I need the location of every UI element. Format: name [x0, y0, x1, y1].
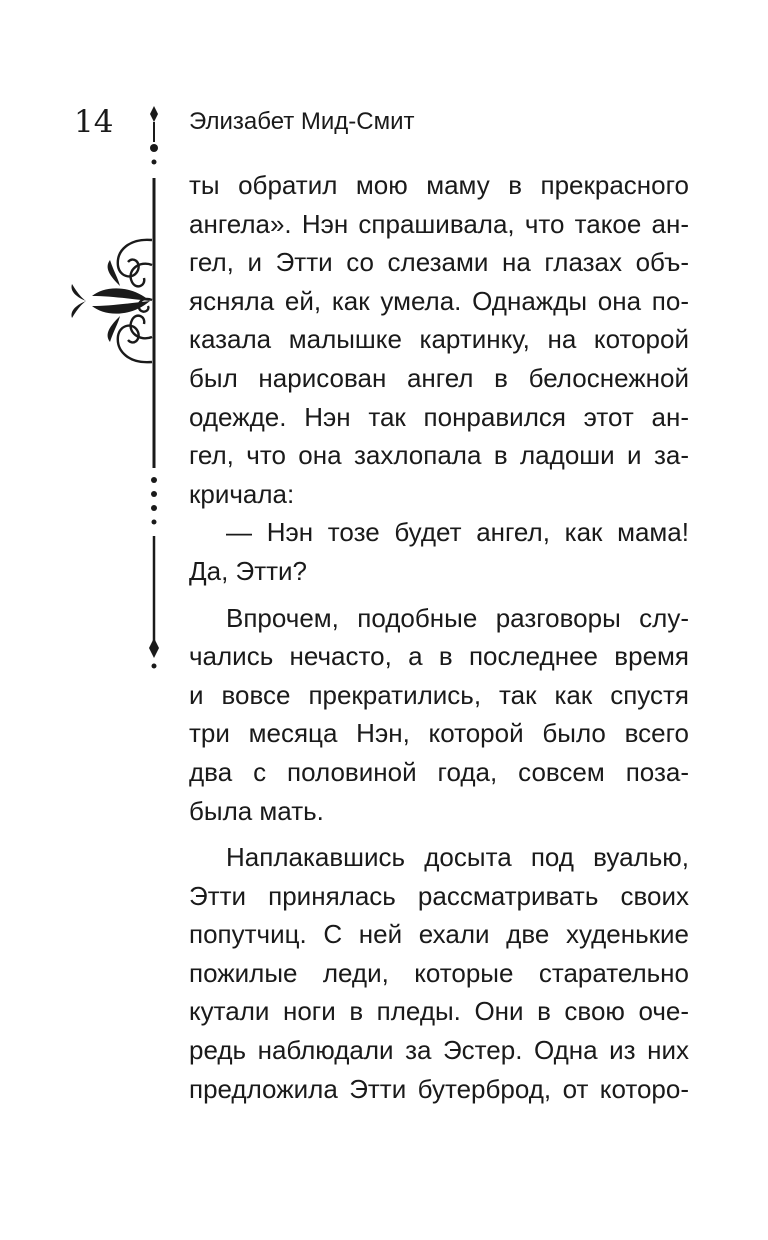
text-line: предложила Этти бутерброд, от которо- — [189, 1073, 689, 1104]
paragraph — [189, 513, 689, 590]
paragraph — [189, 599, 689, 831]
body-text — [189, 166, 689, 1108]
text-line: Наплакавшись досыта под вуалью, — [226, 842, 689, 873]
text-line: пожилые леди, которые старательно — [189, 957, 689, 988]
text-line: гел, и Этти со слезами на глазах объ- — [189, 247, 689, 278]
text-line: — Нэн тозе будет ангел, как мама! — [226, 517, 689, 548]
text-line: была мать. — [189, 795, 324, 826]
running-head: Элизабет Мид-Смит — [189, 108, 415, 135]
text-line: ясняла ей, как умела. Однажды она по- — [189, 285, 689, 316]
text-line: кричала: — [189, 478, 295, 509]
text-line: редь наблюдали за Эстер. Одна из них — [189, 1035, 689, 1066]
text-line: попутчиц. С ней ехали две худенькие — [189, 919, 689, 950]
paragraph — [189, 166, 689, 513]
paragraph — [189, 838, 689, 1108]
text-line: одежде. Нэн так понравился этот ан- — [189, 401, 689, 432]
text-line: два с половиной года, совсем поза- — [189, 756, 689, 787]
text-line: гел, что она захлопала в ладоши и за- — [189, 440, 689, 471]
text-line: кутали ноги в пледы. Они в свою оче- — [189, 996, 689, 1027]
text-line: ангела». Нэн спрашивала, что такое ан- — [189, 208, 689, 239]
text-line: Да, Этти? — [189, 555, 308, 586]
text-line: был нарисован ангел в белоснежной — [189, 362, 689, 393]
text-line: чались нечасто, а в последнее время — [189, 641, 689, 672]
text-line: Впрочем, подобные разговоры слу- — [226, 602, 689, 633]
floral-scroll-ornament-icon — [60, 100, 180, 680]
text-line: ты обратил мою маму в прекрасного — [189, 170, 689, 200]
text-line: казала малышке картинку, на которой — [189, 324, 689, 355]
text-line: и вовсе прекратились, так как спустя — [189, 679, 689, 710]
text-line: три месяца Нэн, которой было всего — [189, 718, 689, 749]
text-line: Этти принялась рассматривать своих — [189, 880, 689, 911]
page-number: 14 — [74, 104, 114, 140]
